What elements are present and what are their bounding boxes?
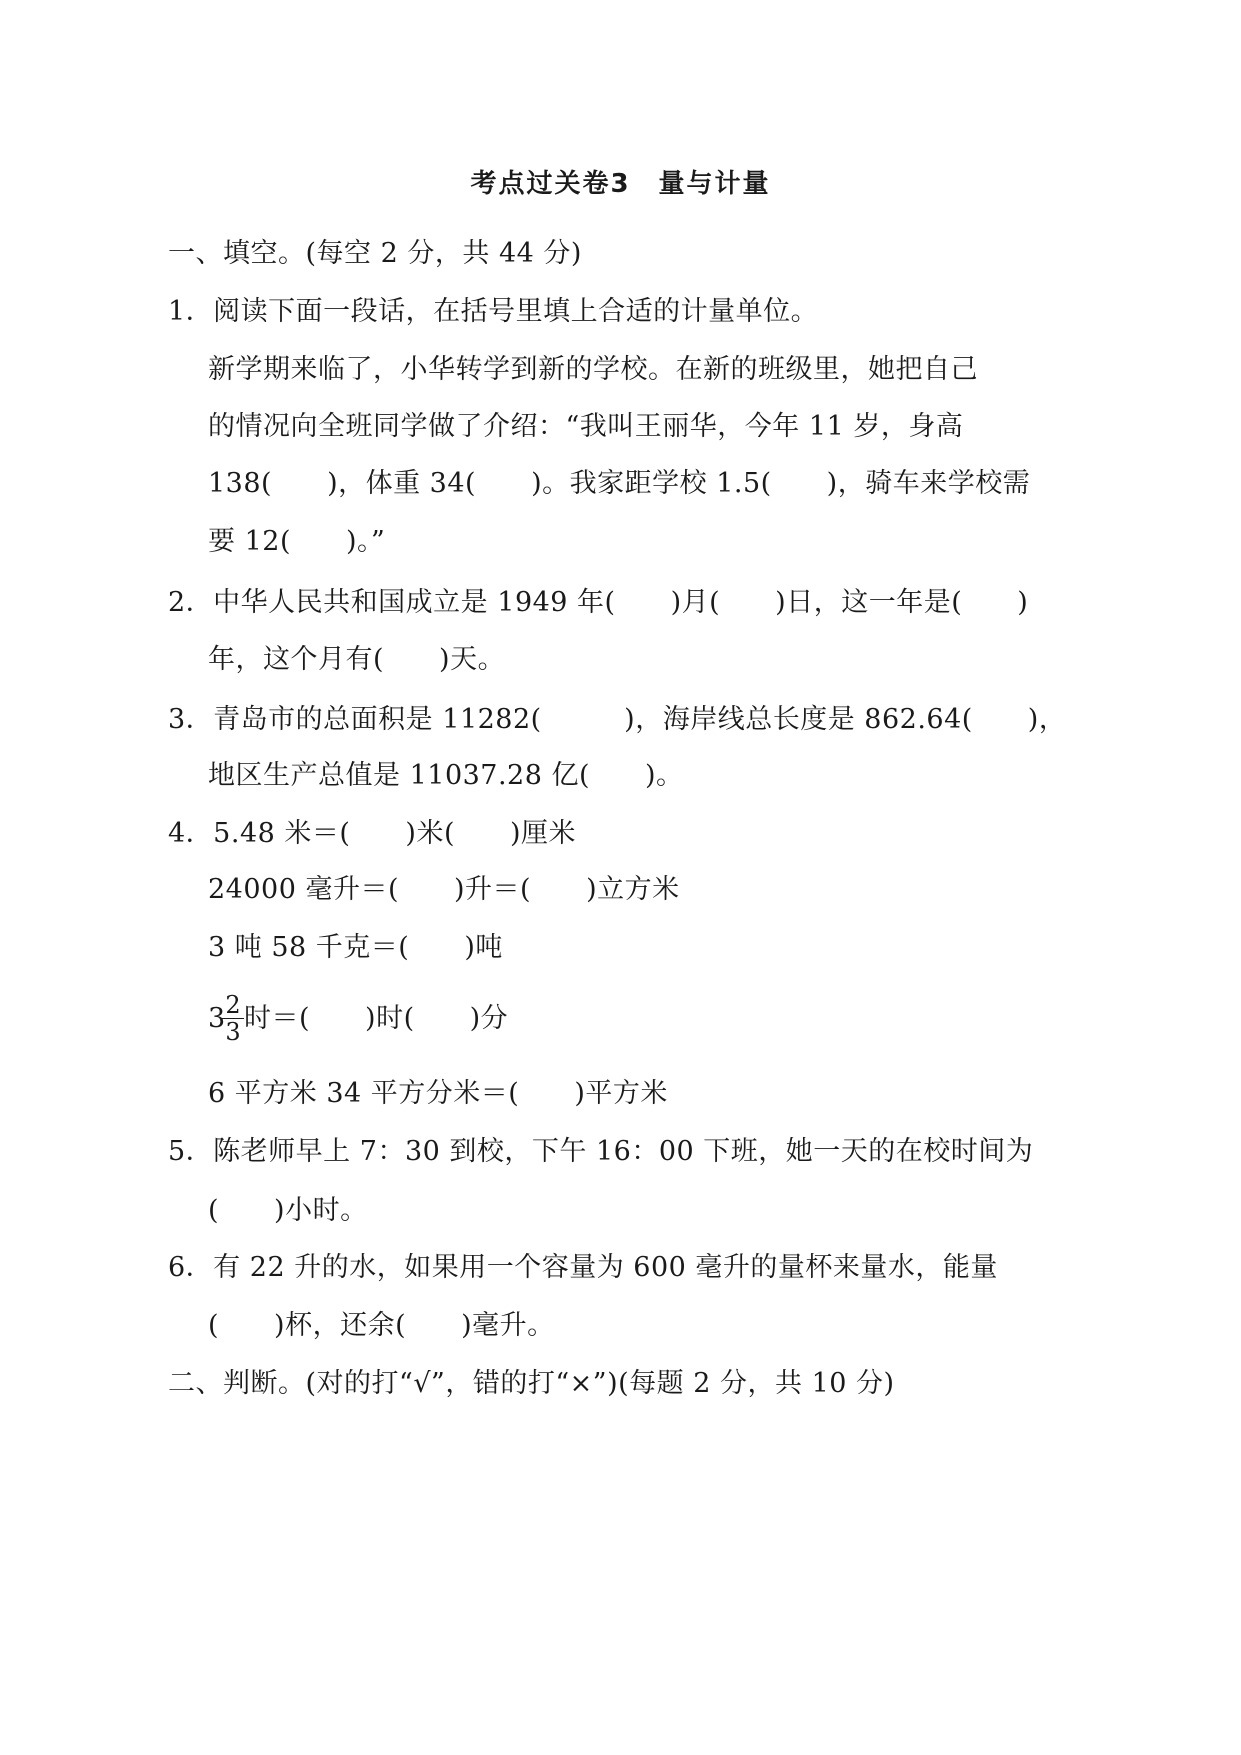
question-4-line: 24000 毫升＝( )升＝( )立方米: [208, 874, 680, 905]
section-heading-true-false: 二、判断。(对的打“√”，错的打“×”)(每题 2 分，共 10 分): [168, 1368, 895, 1399]
question-1-passage-line: 新学期来临了，小华转学到新的学校。在新的班级里，她把自己: [208, 354, 978, 385]
question-1-passage-line: 138( )，体重 34( )。我家距学校 1.5( )，骑车来学校需: [208, 468, 1031, 499]
question-6-line: 6．有 22 升的水，如果用一个容量为 600 毫升的量杯来量水，能量: [168, 1252, 998, 1283]
question-2-line: 年，这个月有( )天。: [208, 644, 506, 675]
mixed-number-whole: 3: [208, 1003, 226, 1034]
question-4-line: 3 吨 58 千克＝( )吨: [208, 932, 503, 963]
question-2-line: 2．中华人民共和国成立是 1949 年( )月( )日，这一年是( ): [168, 587, 1029, 618]
question-5-line: ( )小时。: [208, 1195, 368, 1226]
question-4-line: 6 平方米 34 平方分米＝( )平方米: [208, 1078, 668, 1109]
question-1-passage-line: 的情况向全班同学做了介绍：“我叫王丽华，今年 11 岁，身高: [208, 411, 964, 442]
question-6-line: ( )杯，还余( )毫升。: [208, 1310, 555, 1341]
question-3-line: 3．青岛市的总面积是 11282( )，海岸线总长度是 862.64( )，: [168, 704, 1067, 735]
question-4-line: 4．5.48 米＝( )米( )厘米: [168, 818, 577, 849]
fraction-denominator: 3: [225, 1018, 241, 1046]
page-title: 考点过关卷3 量与计量: [470, 169, 771, 199]
section-heading-fill-in: 一、填空。(每空 2 分，共 44 分): [168, 238, 582, 269]
question-1-passage-line: 要 12( )。”: [208, 526, 386, 557]
fraction: [222, 992, 244, 1045]
question-1-stem: 1．阅读下面一段话，在括号里填上合适的计量单位。: [168, 296, 819, 327]
mixed-number-rest: 时＝( )时( )分: [244, 1003, 509, 1034]
question-3-line: 地区生产总值是 11037.28 亿( )。: [208, 760, 684, 791]
question-5-line: 5．陈老师早上 7：30 到校，下午 16：00 下班，她一天的在校时间为: [168, 1136, 1034, 1167]
fraction-numerator: 2: [222, 992, 244, 1019]
